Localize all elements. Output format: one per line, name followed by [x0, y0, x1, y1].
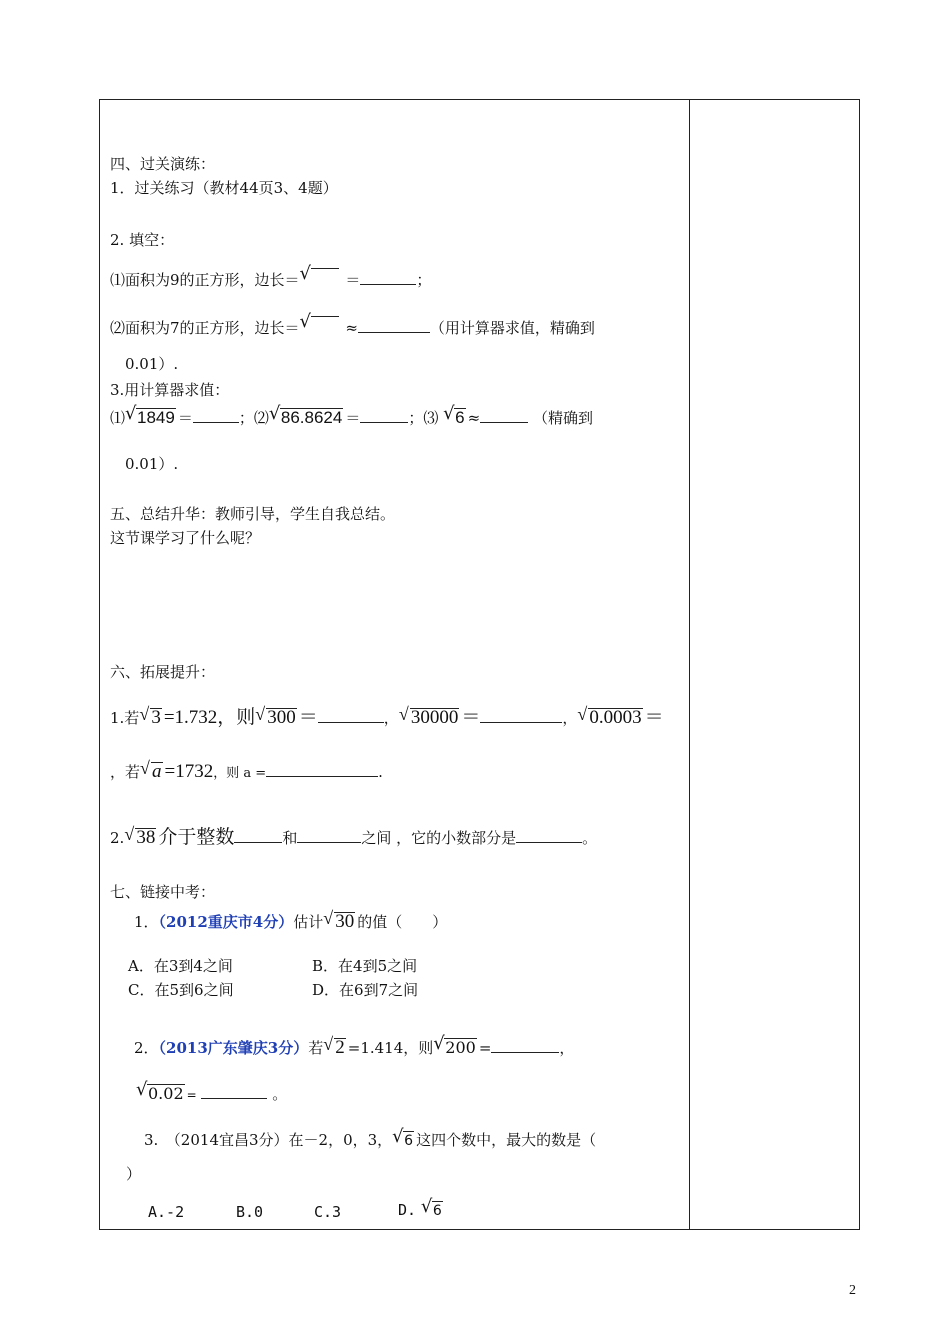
q1-end: 的值（ ）	[357, 913, 448, 931]
sqrt-1849: √ 1849	[125, 403, 175, 427]
s6-q1	[110, 704, 664, 728]
answer-blank[interactable]	[516, 828, 582, 843]
q3-eq1: ＝	[177, 409, 193, 427]
answer-blank[interactable]	[358, 318, 430, 333]
q1-text: 估计	[293, 913, 324, 931]
s6-q2	[110, 824, 598, 848]
q3-d-label: D.	[398, 1201, 417, 1219]
sqrt-30: √ 30	[323, 908, 355, 932]
q1b-end: .	[378, 763, 383, 781]
q2b-eq: =	[186, 1088, 197, 1102]
q3-option-b: B.0	[236, 1203, 264, 1221]
s4-q3: 3.用计算器求值：	[110, 381, 230, 399]
column-divider	[689, 99, 690, 1230]
q2-given: =1.414，则	[347, 1039, 434, 1057]
q1b-given: =1732	[164, 761, 214, 782]
q3-option-d	[398, 1196, 445, 1221]
answer-blank[interactable]	[480, 708, 562, 723]
section7-heading: 七、链接中考：	[110, 883, 216, 901]
q2b-text: ⑵面积为7的正方形，边长＝	[110, 319, 300, 337]
s4-q2: 2. 填空：	[110, 231, 175, 249]
s4-q2a	[110, 263, 432, 290]
answer-blank[interactable]	[360, 270, 416, 285]
q3-label1: ⑴	[110, 409, 126, 427]
option-c: C．在5到6之间	[128, 981, 234, 999]
answer-blank[interactable]	[491, 1038, 559, 1053]
answer-blank[interactable]	[480, 408, 528, 423]
q3-eq2: ＝	[345, 409, 361, 427]
option-d: D．在6到7之间	[312, 981, 419, 999]
s7-q2	[134, 1033, 575, 1058]
q2b-end: （用计算器求值，精确到	[429, 319, 595, 337]
s4-q2b-cont: 0.01）.	[125, 355, 179, 373]
q3-end: （精确到	[532, 409, 593, 427]
q3-pre: 3. （2014宜昌3分）在－2，0，3，	[144, 1131, 393, 1149]
q2-source: （2013广东肇庆3分）	[158, 1039, 309, 1057]
sqrt-200: √ 200	[433, 1033, 476, 1057]
sqrt-blank: √	[300, 268, 339, 290]
q2b-end: 。	[272, 1085, 288, 1103]
answer-blank[interactable]	[266, 762, 378, 777]
q2-pre: 2.	[110, 829, 125, 847]
s7-q2b	[136, 1079, 288, 1105]
sqrt-6: √ 6	[420, 1196, 442, 1219]
sqrt-6: √ 6	[392, 1126, 414, 1149]
sqrt-38: √ 38	[124, 824, 156, 848]
option-b: B．在4到5之间	[312, 957, 418, 975]
s7-q3	[144, 1126, 597, 1151]
q1b-then: ，则 a =	[213, 766, 267, 781]
section5-heading: 五、总结升华：教师引导，学生自我总结。	[110, 505, 396, 523]
q2-eq: =	[478, 1039, 492, 1057]
q3-option-a: A.-2	[148, 1203, 185, 1221]
q2-between: 之间 ，它的小数部分是	[361, 829, 517, 847]
s6-q1b	[110, 758, 383, 784]
q2b-approx: ≈	[345, 319, 358, 337]
option-a: A．在3到4之间	[128, 957, 233, 975]
section4-heading: 四、过关演练：	[110, 155, 216, 173]
q2-num: 2．	[134, 1039, 159, 1057]
s4-q3-items	[110, 403, 593, 428]
answer-blank[interactable]	[318, 708, 384, 723]
sqrt-6: √ 6	[443, 403, 465, 427]
section6-heading: 六、拓展提升：	[110, 663, 216, 681]
page-number: 2	[849, 1283, 856, 1298]
q3-approx: ≈	[467, 409, 481, 427]
sqrt-blank: √	[300, 316, 339, 338]
sqrt-a: √ a	[140, 758, 162, 782]
answer-blank[interactable]	[360, 408, 408, 423]
q2a-eq: ＝	[345, 271, 361, 289]
sqrt-0-0003: √ 0.0003	[577, 704, 642, 728]
q1-eq: ＝	[461, 707, 481, 728]
s7-q3-close: ）	[126, 1165, 142, 1183]
sqrt-3: √ 3	[139, 704, 161, 728]
q2-and: 和	[282, 829, 298, 847]
answer-blank[interactable]	[297, 828, 361, 843]
q2a-text: ⑴面积为9的正方形，边长＝	[110, 271, 300, 289]
sep: ，	[562, 709, 578, 727]
q1-eq: ＝	[298, 707, 318, 728]
q2-end: 。	[582, 829, 598, 847]
s4-q3-cont: 0.01）.	[125, 455, 179, 473]
q1-given: =1.732，则	[163, 707, 256, 728]
q1-eq: ＝	[644, 707, 664, 728]
sqrt-2: √ 2	[323, 1034, 345, 1058]
q3-label2: ；⑵	[238, 409, 269, 427]
sep: ，	[383, 709, 399, 727]
sqrt-0-02: √ 0.02	[136, 1079, 184, 1103]
q1-pre: 1.若	[110, 709, 140, 727]
s4-q2b	[110, 311, 595, 338]
q2-if: 若	[308, 1039, 324, 1057]
q1-num: 1．	[134, 913, 159, 931]
q1b-pre: ，若	[110, 763, 141, 781]
answer-blank[interactable]	[193, 408, 239, 423]
answer-blank[interactable]	[201, 1084, 267, 1099]
q1-source: （2012重庆市4分）	[158, 913, 294, 931]
s5-line: 这节课学习了什么呢？	[110, 529, 261, 547]
q2a-end: ；	[416, 271, 432, 289]
sqrt-300: √ 300	[255, 704, 296, 728]
q2-end: ，	[559, 1039, 575, 1057]
q3-option-c: C.3	[314, 1203, 342, 1221]
answer-blank[interactable]	[234, 828, 282, 843]
s4-q1: 1．过关练习（教材44页3、4题）	[110, 179, 338, 197]
s7-q1	[134, 908, 448, 932]
sqrt-86-8624: √ 86.8624	[268, 403, 343, 427]
q3-end: 这四个数中，最大的数是（	[416, 1131, 597, 1149]
sqrt-30000: √ 30000	[398, 704, 459, 728]
q3-label3: ；⑶	[408, 409, 439, 427]
q2-text: 介于整数	[158, 827, 235, 848]
